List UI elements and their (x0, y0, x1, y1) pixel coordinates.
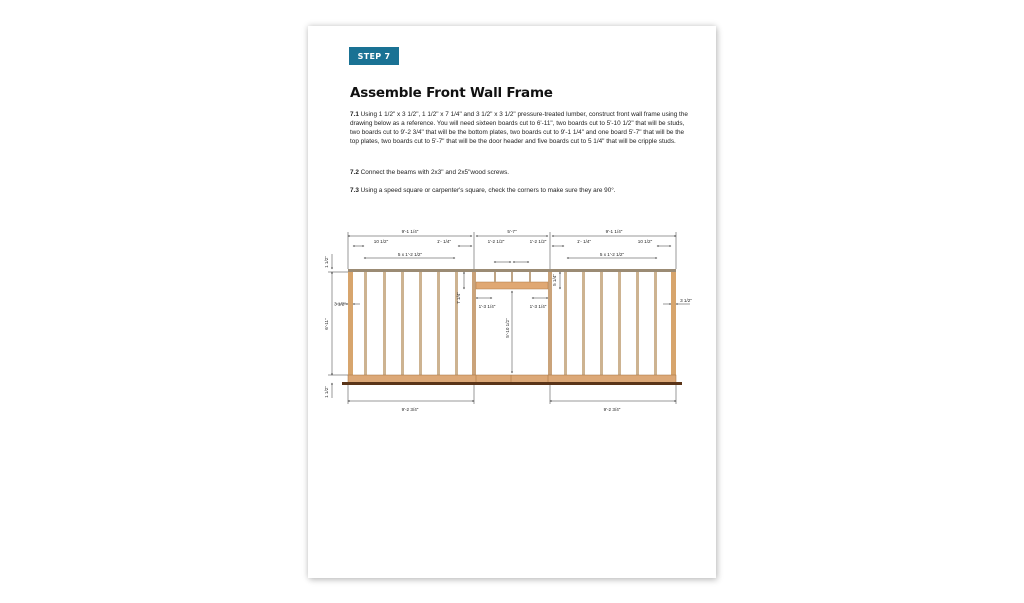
instruction-7-3 (350, 186, 690, 195)
step-badge: STEP 7 (349, 47, 399, 65)
dim-label: 1'- 1/4" (576, 239, 592, 244)
instruction-7-1 (350, 110, 690, 146)
right-studs (564, 272, 657, 375)
dim-label: 5 1/4" (552, 274, 557, 286)
dim-label: 9'-1 1/4" (401, 229, 419, 234)
dim-label: 5 x 1'-2 1/2" (397, 252, 423, 257)
front-wall-frame-drawing (298, 216, 718, 416)
top-plate (348, 269, 676, 272)
dim-label: 9'-1 1/4" (605, 229, 623, 234)
dim-label: 5'-7" (507, 229, 517, 234)
king-stud-right (548, 272, 552, 375)
dim-label: 5'-10 1/2" (505, 318, 510, 338)
dim-label: 1'- 1/4" (436, 239, 452, 244)
left-studs (364, 272, 458, 375)
step-text: Connect the beams with 2x3" and 2x5"wood screws. (358, 169, 510, 176)
dim-label: 9'-2 3/4" (603, 407, 621, 412)
dim-label: 1'-2 1/2" (487, 239, 505, 244)
document-page (308, 26, 716, 578)
dim-label: 1'-2 1/2" (529, 239, 547, 244)
dim-label: 6'-11" (324, 318, 329, 330)
end-stud-right (671, 272, 676, 375)
end-stud-left (348, 272, 353, 375)
dim-label: 9'-2 3/4" (401, 407, 419, 412)
dim-label: 5 x 1'-2 1/2" (599, 252, 625, 257)
step-text: Using 1 1/2" x 3 1/2", 1 1/2" x 7 1/4" and 3 1/2" x 3 1/2" pressure-treated lumber, construct front wall frame using the drawing below as a reference. You will need sixteen boards cut to 6'-11", two boards cut to 5'-10 1/2" that will be studs, two boards cut to 9'-2 3/4" that will be the bottom plates, two boards cut to 9'-1 1/4" and one board 5'-7" that will be the top plates, two boards cut to 5'-7" that will be the door header and five boards cut to 5 1/4" that will be cripple studs. (350, 111, 688, 146)
door-header (476, 282, 548, 289)
bottom-plate (348, 375, 676, 383)
dim-label: 10 1/2" (373, 239, 389, 244)
dim-label: 1'-3 1/4" (478, 304, 496, 309)
step-number: 7.3 (350, 187, 359, 194)
step-number: 7.2 (350, 169, 359, 176)
base-sill (342, 382, 682, 385)
cripple-studs (494, 272, 531, 282)
section-title: Assemble Front Wall Frame (350, 85, 553, 101)
step-text: Using a speed square or carpenter's square, check the corners to make sure they are 90°. (358, 187, 616, 194)
step-number: 7.1 (350, 111, 359, 118)
instruction-7-2 (350, 168, 690, 177)
dim-label: 7 1/4" (456, 292, 461, 304)
dim-label: 1 1/2" (324, 386, 329, 398)
dim-label: 10 1/2" (637, 239, 653, 244)
dim-label: 3 1/2" (334, 301, 346, 307)
dim-label: 3 1/2" (680, 298, 692, 303)
dim-label: 1'-3 1/4" (529, 304, 547, 309)
king-stud-left (472, 272, 476, 375)
dim-label: 1 1/2" (324, 256, 329, 268)
